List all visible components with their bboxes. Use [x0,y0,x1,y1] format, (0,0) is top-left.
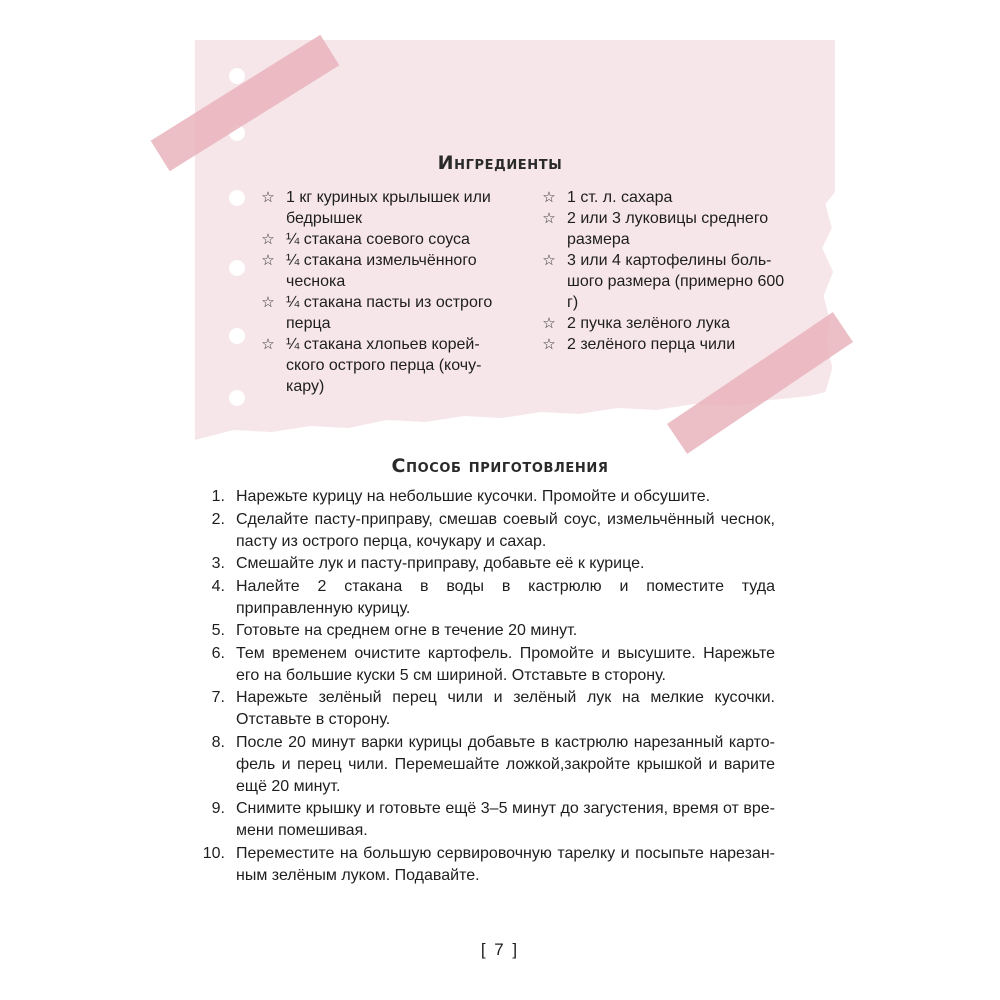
ingredients-list-right [541,187,786,355]
step-number: 3. [211,555,225,572]
ingredient-item: ☆ ¼ стакана хлопьев корей-ского острого перца (кочу-кару) [261,336,482,395]
step-number: 7. [211,689,225,706]
step-text: Нарежьте зелёный перец чили и зелёный лук на мелкие кусочки. Отставьте в сторону. [236,689,775,728]
star-outline-icon: ☆ [542,210,556,227]
ingredient-item: ☆ 2 или 3 луковицы среднего размера [542,210,769,248]
ingredient-item: ☆ 1 кг куриных крылышек или бедрышек [261,189,491,227]
step-text: Нарежьте курицу на небольшие кусочки. Промойте и обсушите. [236,488,711,505]
punch-hole [229,190,245,206]
step-number: 9. [211,800,225,817]
ingredient-item: ☆ ¼ стакана измельчённого чеснока [261,252,477,290]
punch-hole [229,260,245,276]
step-item [195,643,775,687]
star-outline-icon: ☆ [542,252,556,269]
star-outline-icon: ☆ [261,231,275,248]
page-number: [ 7 ] [480,940,520,959]
step-item [195,486,775,508]
step-item [195,843,775,887]
step-item [195,798,775,842]
star-outline-icon: ☆ [261,336,275,353]
ingredients-list-left [260,187,512,397]
step-text: Переместите на большую сервировочную тарелку и посыпьте нарезан-ным зелёным луком. Подавайте. [236,844,775,884]
ingredient-item: ☆ ¼ стакана пасты из острого перца [261,294,493,332]
step-number: 8. [211,733,225,751]
method-heading: Способ приготовления [391,455,609,477]
ingredient-item: ☆ 2 пучка зелёного лука [542,315,730,332]
step-text: Налейте 2 стакана в воды в кастрюлю и поместите туда приправленную курицу. [236,577,775,617]
star-outline-icon: ☆ [261,294,275,311]
step-item [195,732,775,798]
ingredient-item: ☆ ¼ стакана соевого соуса [261,231,470,248]
punch-hole [229,390,245,406]
step-item [195,509,775,553]
punch-hole [229,328,245,344]
step-text: Смешайте лук и пасту-приправу, добавьте её к курице. [236,555,645,572]
step-text: Снимите крышку и готовьте ещё 3–5 минут до загустения, время от вре-мени помешивая. [236,800,775,839]
step-text: Готовьте на среднем огне в течение 20 минут. [236,622,578,639]
step-number: 6. [211,644,225,662]
punch-hole [229,68,245,84]
ingredient-item: ☆ 3 или 4 картофелины боль-шого размера (примерно 600 г) [542,252,785,311]
step-text: Сделайте пасту-приправу, смешав соевый соус, измельчённый чеснок, пасту из острого перца, кочукару и сахар. [236,510,775,550]
step-text: Тем временем очистите картофель. Промойте и высушите. Нарежьте его на большие куски 5 см шириной. Отставьте в сторону. [236,644,775,684]
step-item [195,687,775,731]
star-outline-icon: ☆ [261,252,275,269]
method-steps [195,486,775,887]
step-number: 2. [211,510,225,528]
star-outline-icon: ☆ [261,189,275,206]
step-number: 4. [211,577,225,595]
star-outline-icon: ☆ [542,315,556,332]
step-number: 1. [211,488,225,505]
step-text: После 20 минут варки курицы добавьте в кастрюлю нарезанный карто-фель и перец чили. Перемешайте ложкой,закройте крышкой и варите ещё 20 минут. [236,733,775,795]
star-outline-icon: ☆ [542,189,556,206]
step-item [195,576,775,620]
star-outline-icon: ☆ [542,336,556,353]
step-number: 5. [211,622,225,639]
ingredients-heading: Ингредиенты [437,152,563,174]
ingredient-item: ☆ 2 зелёного перца чили [542,336,736,353]
step-item [195,620,775,642]
step-item [195,553,775,575]
step-number: 10. [202,844,225,862]
ingredient-item: ☆ 1 ст. л. сахара [542,189,673,206]
